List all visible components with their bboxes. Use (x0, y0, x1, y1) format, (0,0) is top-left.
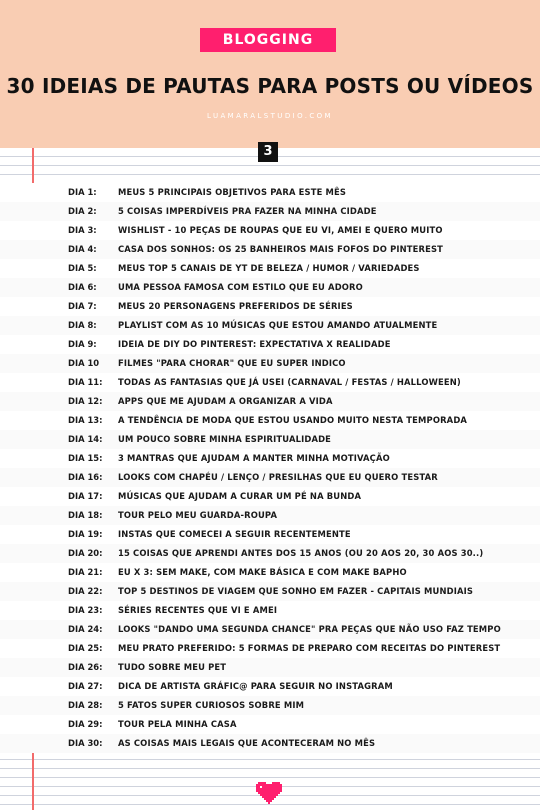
day-label: DIA 26: (68, 662, 103, 672)
idea-text: APPS QUE ME AJUDAM A ORGANIZAR A VIDA (118, 396, 333, 406)
day-label: DIA 10 (68, 358, 100, 368)
day-label: DIA 8: (68, 320, 97, 330)
list-item (0, 335, 540, 354)
day-label: DIA 3: (68, 225, 97, 235)
day-label: DIA 12: (68, 396, 103, 406)
day-label: DIA 25: (68, 643, 103, 653)
idea-text: MEUS TOP 5 CANAIS DE YT DE BELEZA / HUMOR / VARIEDADES (118, 263, 420, 273)
category-tag: BLOGGING (200, 28, 336, 52)
idea-text: PLAYLIST COM AS 10 MÚSICAS QUE ESTOU AMANDO ATUALMENTE (118, 320, 438, 330)
list-item (0, 430, 540, 449)
day-label: DIA 28: (68, 700, 103, 710)
page-title: 30 IDEIAS DE PAUTAS PARA POSTS OU VÍDEOS (6, 74, 534, 98)
idea-text: 15 COISAS QUE APRENDI ANTES DOS 15 ANOS (OU 20 AOS 20, 30 AOS 30..) (118, 548, 484, 558)
list-item (0, 525, 540, 544)
list-item (0, 221, 540, 240)
day-label: DIA 2: (68, 206, 97, 216)
idea-text: MEU PRATO PREFERIDO: 5 FORMAS DE PREPARO COM RECEITAS DO PINTEREST (118, 643, 501, 653)
day-label: DIA 14: (68, 434, 103, 444)
page-number-badge: 3 (258, 142, 278, 162)
list-item (0, 658, 540, 677)
idea-text: A TENDÊNCIA DE MODA QUE ESTOU USANDO MUITO NESTA TEMPORADA (118, 415, 468, 425)
list-item (0, 506, 540, 525)
day-label: DIA 21: (68, 567, 103, 577)
day-label: DIA 13: (68, 415, 103, 425)
list-item (0, 259, 540, 278)
idea-text: TOUR PELO MEU GUARDA-ROUPA (118, 510, 278, 520)
idea-text: TUDO SOBRE MEU PET (118, 662, 227, 672)
day-label: DIA 27: (68, 681, 103, 691)
idea-text: INSTAS QUE COMECEI A SEGUIR RECENTEMENTE (118, 529, 351, 539)
idea-text: IDEIA DE DIY DO PINTEREST: EXPECTATIVA X REALIDADE (118, 339, 391, 349)
idea-text: EU X 3: SEM MAKE, COM MAKE BÁSICA E COM MAKE BAPHO (118, 567, 407, 577)
list-item (0, 354, 540, 373)
list-item (0, 392, 540, 411)
idea-text: WISHLIST - 10 PEÇAS DE ROUPAS QUE EU VI, AMEI E QUERO MUITO (118, 225, 443, 235)
day-label: DIA 17: (68, 491, 103, 501)
list-item (0, 677, 540, 696)
day-label: DIA 11: (68, 377, 103, 387)
idea-text: CASA DOS SONHOS: OS 25 BANHEIROS MAIS FOFOS DO PINTEREST (118, 244, 444, 254)
list-item (0, 316, 540, 335)
heart-icon (256, 782, 282, 804)
day-label: DIA 5: (68, 263, 97, 273)
idea-text: SÉRIES RECENTES QUE VI E AMEI (118, 605, 278, 615)
day-label: DIA 1: (68, 187, 97, 197)
list-item (0, 696, 540, 715)
idea-text: 5 FATOS SUPER CURIOSOS SOBRE MIM (118, 700, 305, 710)
day-label: DIA 22: (68, 586, 103, 596)
day-label: DIA 9: (68, 339, 97, 349)
day-label: DIA 15: (68, 453, 103, 463)
idea-text: TODAS AS FANTASIAS QUE JÁ USEI (CARNAVAL / FESTAS / HALLOWEEN) (118, 377, 461, 387)
list-item (0, 582, 540, 601)
site-url: LUAMARALSTUDIO.COM (207, 112, 333, 120)
idea-text: DICA DE ARTISTA GRÁFIC@ PARA SEGUIR NO INSTAGRAM (118, 681, 393, 691)
list-item (0, 601, 540, 620)
list-item (0, 411, 540, 430)
day-label: DIA 18: (68, 510, 103, 520)
list-item (0, 487, 540, 506)
day-label: DIA 23: (68, 605, 103, 615)
idea-text: LOOKS "DANDO UMA SEGUNDA CHANCE" PRA PEÇAS QUE NÃO USO FAZ TEMPO (118, 624, 501, 634)
header-banner (0, 0, 540, 148)
list-item (0, 544, 540, 563)
list-item (0, 373, 540, 392)
list-item (0, 449, 540, 468)
idea-text: TOP 5 DESTINOS DE VIAGEM QUE SONHO EM FAZER - CAPITAIS MUNDIAIS (118, 586, 474, 596)
idea-text: TOUR PELA MINHA CASA (118, 719, 237, 729)
list-item (0, 563, 540, 582)
list-item (0, 240, 540, 259)
day-label: DIA 24: (68, 624, 103, 634)
idea-text: MEUS 5 PRINCIPAIS OBJETIVOS PARA ESTE MÊS (118, 187, 347, 197)
idea-text: LOOKS COM CHAPÉU / LENÇO / PRESILHAS QUE EU QUERO TESTAR (118, 472, 438, 482)
list-item (0, 734, 540, 753)
idea-text: UMA PESSOA FAMOSA COM ESTILO QUE EU ADORO (118, 282, 363, 292)
day-label: DIA 19: (68, 529, 103, 539)
list-item (0, 715, 540, 734)
day-label: DIA 29: (68, 719, 103, 729)
idea-text: MÚSICAS QUE AJUDAM A CURAR UM PÉ NA BUNDA (118, 491, 362, 501)
day-label: DIA 16: (68, 472, 103, 482)
idea-text: AS COISAS MAIS LEGAIS QUE ACONTECERAM NO MÊS (118, 738, 376, 748)
day-label: DIA 30: (68, 738, 103, 748)
day-label: DIA 7: (68, 301, 97, 311)
list-item (0, 620, 540, 639)
idea-text: FILMES "PARA CHORAR" QUE EU SUPER INDICO (118, 358, 346, 368)
list-item (0, 183, 540, 202)
idea-text: 3 MANTRAS QUE AJUDAM A MANTER MINHA MOTIVAÇÃO (118, 453, 390, 463)
list-item (0, 468, 540, 487)
day-label: DIA 20: (68, 548, 103, 558)
idea-text: MEUS 20 PERSONAGENS PREFERIDOS DE SÉRIES (118, 301, 353, 311)
idea-text: UM POUCO SOBRE MINHA ESPIRITUALIDADE (118, 434, 332, 444)
list-item (0, 639, 540, 658)
day-label: DIA 4: (68, 244, 97, 254)
idea-text: 5 COISAS IMPERDÍVEIS PRA FAZER NA MINHA CIDADE (118, 206, 377, 216)
list-item (0, 202, 540, 221)
list-item (0, 297, 540, 316)
ideas-list (0, 183, 540, 753)
day-label: DIA 6: (68, 282, 97, 292)
list-item (0, 278, 540, 297)
